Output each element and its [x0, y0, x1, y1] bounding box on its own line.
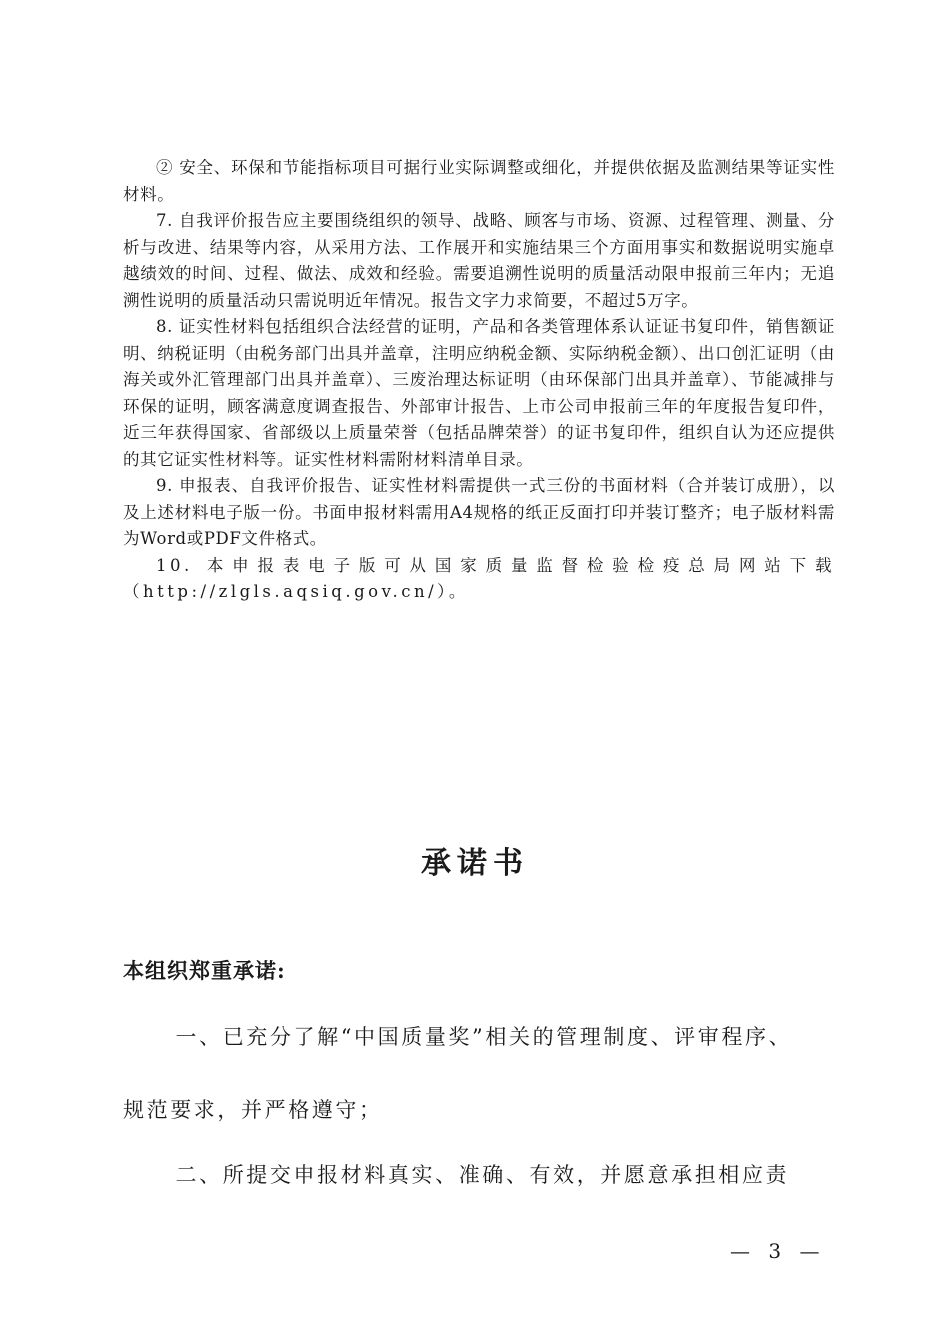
note-item-9: 9. 申报表、自我评价报告、证实性材料需提供一式三份的书面材料（合并装订成册），以及上述材料电子版一份。书面申报材料需用A4规格的纸正反面打印并装订整齐；电子版材料需为Word或PDF文件格式。 — [123, 476, 835, 548]
pledge-item-2: 二、所提交申报材料真实、准确、有效，并愿意承担相应责 — [175, 1163, 790, 1187]
page-number: — 3 — — [730, 1239, 826, 1263]
pledge-lead: 本组织郑重承诺: — [123, 958, 286, 983]
note-item-2: ② 安全、环保和节能指标项目可据行业实际调整或细化，并提供依据及监测结果等证实性材料。 — [123, 158, 835, 204]
note-item-7: 7. 自我评价报告应主要围绕组织的领导、战略、顾客与市场、资源、过程管理、测量、分析与改进、结果等内容，从采用方法、工作展开和实施结果三个方面用事实和数据说明实施卓越绩效的时间、过程、做法、成效和经验。需要追溯性说明的质量活动限申报前三年内；无追溯性说明的质量活动只需说明近年情况。报告文字力求简要，不超过5万字。 — [123, 211, 835, 310]
note-item-8: 8. 证实性材料包括组织合法经营的证明，产品和各类管理体系认证证书复印件，销售额证明、纳税证明（由税务部门出具并盖章，注明应纳税金额、实际纳税金额）、出口创汇证明（由海关或外汇管理部门出具并盖章）、三废治理达标证明（由环保部门出具并盖章）、节能减排与环保的证明，顾客满意度调查报告、外部审计报告、上市公司申报前三年的年度报告复印件，近三年获得国家、省部级以上质量荣誉（包括品牌荣誉）的证书复印件，组织自认为还应提供的其它证实性材料等。证实性材料需附材料清单目录。 — [123, 317, 835, 469]
pledge-title: 承诺书 — [421, 846, 529, 881]
pledge-item-1: 一、已充分了解“中国质量奖”相关的管理制度、评审程序、 — [175, 1025, 793, 1049]
note-item-10: 10. 本申报表电子版可从国家质量监督检验检疫总局网站下载（http://zlgls.aqsiq.gov.cn/）。 — [123, 555, 835, 601]
pledge-item-1-continued: 规范要求，并严格遵守； — [123, 1098, 383, 1122]
application-notes — [123, 155, 835, 606]
